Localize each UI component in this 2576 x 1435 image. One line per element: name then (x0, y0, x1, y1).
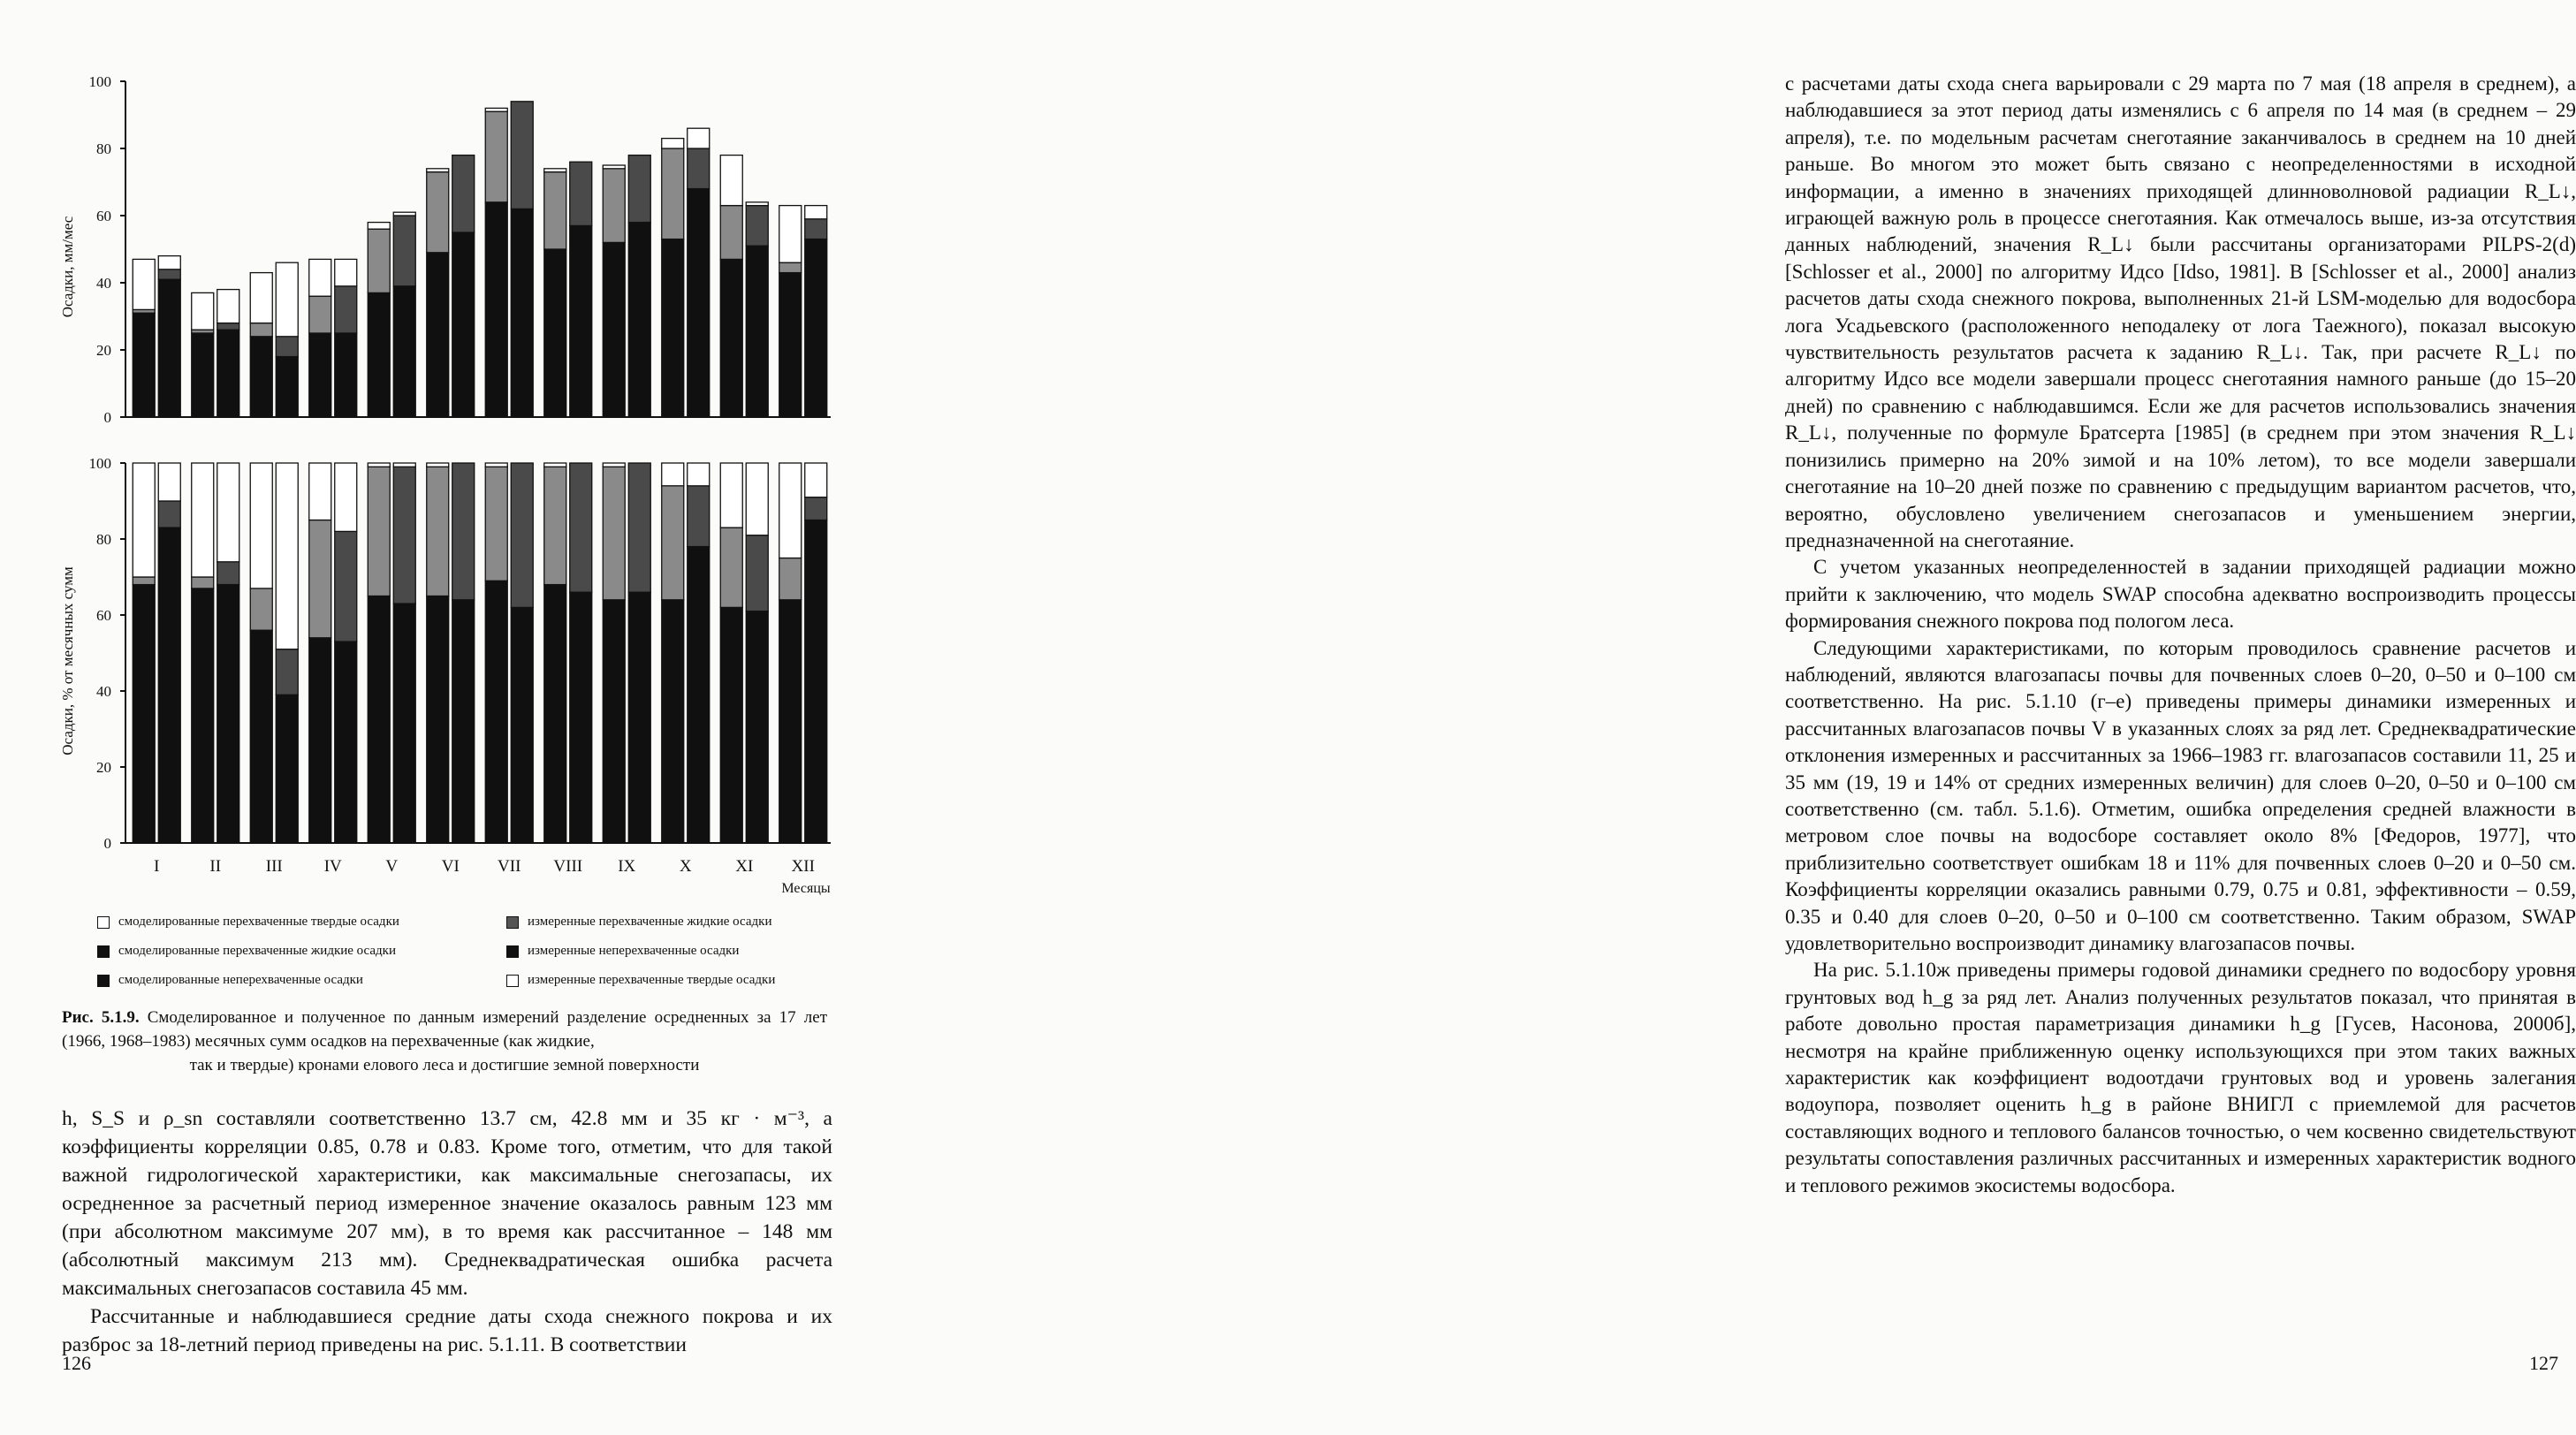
measured-bar-segment (688, 189, 710, 417)
measured-bar-segment (746, 202, 768, 206)
measured-bar-segment (746, 246, 768, 417)
modelled-bar-segment (250, 337, 272, 417)
legend-swatch-black (506, 945, 519, 958)
measured-bar-segment (628, 156, 650, 223)
chart-top-ylabel: Осадки, мм/мес (59, 216, 76, 318)
modelled-bar-segment (662, 600, 684, 843)
measured-bar-segment (158, 270, 180, 279)
modelled-bar-segment (368, 292, 390, 417)
modelled-bar-segment (368, 467, 390, 596)
modelled-bar-segment (544, 585, 566, 843)
legend-item (97, 944, 396, 959)
measured-bar-segment (511, 463, 533, 607)
measured-bar-segment (335, 642, 357, 843)
measured-bar-segment (158, 256, 180, 270)
measured-bar-segment (393, 286, 415, 417)
measured-bar-segment (511, 209, 533, 417)
modelled-bar-segment (779, 463, 802, 558)
modelled-bar-segment (720, 607, 742, 843)
measured-bar-segment (393, 463, 415, 467)
modelled-bar-segment (427, 253, 449, 417)
modelled-bar-segment (720, 528, 742, 607)
measured-bar-segment (746, 535, 768, 611)
legend-item (97, 915, 399, 930)
modelled-bar-segment (133, 577, 155, 585)
month-label: XI (735, 857, 754, 876)
y-tick-label: 0 (103, 409, 111, 426)
caption-label: Рис. 5.1.9. (62, 1008, 140, 1027)
measured-bar-segment (276, 262, 298, 337)
measured-bar-segment (158, 463, 180, 501)
paragraph: с расчетами даты схода снега варьировали с 29 марта по 7 мая (18 апреля в среднем), а наблюдавшиеся за этот период даты изменялись с 6 апреля по 14 мая (в среднем – 29 апреля), т.е. по модельным расчетам снеготаяние заканчивалось в среднем на 10 дней раньше. Во многом это может быть связано с неопределенностями в исходной информации, а именно в значениях приходящей длинноволновой радиации R_L↓, играющей важную роль в процессе снеготаяния. Как отмечалось выше, из-за отсутствия данных наблюдений, значения R_L↓ были рассчитаны организаторами PILPS-2(d) [Schlosser et al., 2000] по алгоритму Идсо [Idso, 1981]. В [Schlosser et al., 2000] анализ расчетов даты схода снежного покрова, выполненных 21-й LSM-моделью для водосбора лога Усадьевского (расположенного неподалеку от лога Таежного), показал высокую чувствительность результатов расчета к заданию R_L↓. Так, при расчете R_L↓ по алгоритму Идсо все модели завершали процесс снеготаяния намного раньше (до 15–20 дней) по сравнению с наблюдавшимся. Если же для расчетов использовались значения R_L↓, полученные по формуле Братсерта [1985] (в среднем при этом значения R_L↓ понизились примерно на 20% зимой и на 10% летом), то все модели завершали снеготаяние на 10–20 дней позже по сравнению с предыдущим вариантом расчетов, что, вероятно, обусловлено увеличением снегозапасов и уменьшением энергии, предназначенной на снеготаяние. (1785, 72, 2576, 551)
measured-bar-segment (570, 162, 592, 225)
measured-bar-segment (805, 520, 827, 844)
measured-bar-segment (805, 497, 827, 520)
modelled-bar-segment (662, 463, 684, 486)
measured-bar-segment (276, 649, 298, 695)
legend-swatch-white (506, 975, 519, 987)
measured-bar-segment (276, 357, 298, 417)
modelled-bar-segment (779, 206, 802, 263)
modelled-bar-segment (250, 323, 272, 337)
right-page (884, 0, 2576, 1435)
measured-bar-segment (688, 128, 710, 148)
measured-bar-segment (805, 219, 827, 239)
left-page (0, 0, 884, 1435)
modelled-bar-segment (485, 202, 507, 417)
modelled-bar-segment (603, 165, 625, 169)
measured-bar-segment (511, 102, 533, 209)
legend-label: смоделированные неперехваченные осадки (118, 973, 363, 987)
modelled-bar-segment (250, 463, 272, 588)
paragraph: h, S_S и ρ_sn составляли соответственно 13.7 см, 42.8 мм и 35 кг · м⁻³, а коэффициенты корреляции 0.85, 0.78 и 0.83. Кроме того, отметим, что для такой важной гидрологической характеристики, как максимальные снегозапасы, их осредненное за расчетный период измеренное значение оказалось равным 123 мм (при абсолютном максимуме 207 мм), в то время как рассчитанное – 148 мм (абсолютный максимум 213 мм). Среднеквадратическая ошибка расчета максимальных снегозапасов составила 45 мм. (62, 1107, 832, 1300)
measured-bar-segment (805, 239, 827, 417)
modelled-bar-segment (309, 333, 331, 417)
modelled-bar-segment (544, 249, 566, 417)
modelled-bar-segment (368, 223, 390, 230)
modelled-bar-segment (603, 242, 625, 417)
modelled-bar-segment (427, 467, 449, 596)
measured-bar-segment (452, 232, 475, 417)
legend-item (506, 973, 775, 988)
modelled-bar-segment (427, 463, 449, 467)
modelled-bar-segment (779, 600, 802, 843)
measured-bar-segment (217, 585, 239, 843)
month-label: XII (791, 857, 815, 876)
measured-bar-segment (158, 528, 180, 843)
modelled-bar-segment (720, 463, 742, 528)
modelled-bar-segment (192, 333, 214, 417)
legend-label: измеренные перехваченные твердые осадки (528, 973, 776, 987)
right-body-text (1785, 71, 2576, 1199)
measured-bar-segment (746, 463, 768, 535)
legend-label: измеренные неперехваченные осадки (528, 944, 740, 958)
measured-bar-segment (393, 604, 415, 843)
measured-bar-segment (158, 501, 180, 528)
measured-bar-segment (158, 279, 180, 417)
paragraph: На рис. 5.1.10ж приведены примеры годовой динамики среднего по водосбору уровня грунтовых вод h_g за ряд лет. Анализ полученных результатов показал, что принятая в работе довольно простая параметризация динамики h_g [Гусев, Насонова, 2000б], несмотря на крайне приближенную оценку использующихся при этом таких важных характеристик как коэффициент водоотдачи грунтовых вод и уровень залегания водоупора, позволяет оценить h_g в районе ВНИГЛ с приемлемой для расчетов составляющих водного и теплового балансов точностью, о чем косвенно свидетельствуют результаты сопоставления различных рассчитанных и измеренных характеристик водного и теплового режимов экосистемы водосбора. (1785, 959, 2576, 1196)
measured-bar-segment (276, 695, 298, 843)
modelled-bar-segment (662, 148, 684, 239)
y-tick-label: 20 (96, 759, 111, 776)
measured-bar-segment (570, 463, 592, 592)
modelled-bar-segment (603, 169, 625, 243)
measured-bar-segment (628, 592, 650, 843)
month-label: X (679, 857, 692, 876)
month-label: VI (441, 857, 460, 876)
modelled-bar-segment (720, 206, 742, 260)
modelled-bar-segment (309, 463, 331, 520)
legend-swatch-white (97, 916, 110, 929)
modelled-bar-segment (544, 172, 566, 249)
modelled-bar-segment (250, 588, 272, 630)
legend-item (97, 973, 363, 988)
modelled-bar-segment (309, 638, 331, 843)
modelled-bar-segment (662, 139, 684, 148)
measured-bar-segment (805, 206, 827, 219)
measured-bar-segment (393, 467, 415, 604)
modelled-bar-segment (309, 520, 331, 638)
measured-bar-segment (746, 611, 768, 843)
month-label: I (154, 857, 160, 876)
modelled-bar-segment (309, 296, 331, 333)
chart-top-mm (0, 0, 884, 442)
modelled-bar-segment (368, 229, 390, 292)
modelled-bar-segment (133, 585, 155, 843)
modelled-bar-segment (544, 463, 566, 467)
measured-bar-segment (393, 216, 415, 286)
measured-bar-segment (217, 323, 239, 330)
modelled-bar-segment (485, 581, 507, 843)
measured-bar-segment (452, 463, 475, 600)
modelled-bar-segment (662, 239, 684, 417)
modelled-bar-segment (192, 588, 214, 843)
modelled-bar-segment (133, 259, 155, 309)
measured-bar-segment (335, 333, 357, 417)
modelled-bar-segment (250, 630, 272, 843)
measured-bar-segment (688, 486, 710, 547)
measured-bar-segment (217, 463, 239, 562)
modelled-bar-segment (544, 169, 566, 172)
measured-bar-segment (570, 592, 592, 843)
modelled-bar-segment (192, 292, 214, 330)
modelled-bar-segment (250, 273, 272, 323)
measured-bar-segment (452, 156, 475, 232)
legend-label: смоделированные перехваченные жидкие осадки (118, 944, 396, 958)
month-label: IX (618, 857, 636, 876)
modelled-bar-segment (485, 467, 507, 581)
measured-bar-segment (688, 148, 710, 189)
month-label: VIII (553, 857, 583, 876)
legend-swatch-black (97, 975, 110, 987)
figure-caption (62, 1006, 827, 1077)
modelled-bar-segment (309, 259, 331, 296)
month-label: VII (498, 857, 521, 876)
page-number: 126 (62, 1352, 91, 1374)
y-tick-label: 60 (96, 607, 111, 624)
modelled-bar-segment (603, 463, 625, 467)
measured-bar-segment (217, 290, 239, 323)
measured-bar-segment (805, 463, 827, 497)
measured-bar-segment (452, 600, 475, 843)
month-label: III (265, 857, 283, 876)
caption-last-line: так и твердые) кронами елового леса и достигшие земной поверхности (189, 1056, 700, 1074)
measured-bar-segment (688, 547, 710, 843)
modelled-bar-segment (779, 558, 802, 600)
measured-bar-segment (628, 223, 650, 417)
chart-bottom-xlabel: Месяцы (781, 881, 831, 896)
modelled-bar-segment (133, 463, 155, 577)
paragraph: Рассчитанные и наблюдавшиеся средние даты схода снежного покрова и их разброс за 18-летний период приведены на рис. 5.1.11. В соответствии (62, 1305, 832, 1356)
modelled-bar-segment (192, 463, 214, 577)
measured-bar-segment (511, 607, 533, 843)
modelled-bar-segment (368, 463, 390, 467)
legend-swatch-gray (506, 916, 519, 929)
y-tick-label: 20 (96, 342, 111, 359)
legend-swatch-black (97, 945, 110, 958)
caption-text: Смоделированное и полученное по данным измерений разделение осредненных за 17 лет (1966, 1968–1983) месячных сумм осадков на перехваченные (как жидкие, (62, 1008, 828, 1051)
left-body-text (62, 1105, 832, 1359)
y-tick-label: 40 (96, 683, 111, 700)
modelled-bar-segment (662, 486, 684, 600)
modelled-bar-segment (485, 108, 507, 111)
measured-bar-segment (570, 225, 592, 417)
y-tick-label: 80 (96, 531, 111, 548)
modelled-bar-segment (720, 156, 742, 206)
legend-item (506, 944, 739, 959)
measured-bar-segment (276, 463, 298, 649)
month-label: V (385, 857, 399, 876)
measured-bar-segment (393, 212, 415, 216)
measured-bar-segment (688, 463, 710, 486)
y-tick-label: 100 (88, 73, 111, 90)
legend-item (506, 915, 771, 930)
modelled-bar-segment (133, 313, 155, 417)
measured-bar-segment (335, 286, 357, 333)
modelled-bar-segment (485, 111, 507, 202)
measured-bar-segment (746, 206, 768, 247)
modelled-bar-segment (427, 169, 449, 172)
measured-bar-segment (335, 531, 357, 642)
modelled-bar-segment (192, 577, 214, 588)
measured-bar-segment (217, 330, 239, 417)
measured-bar-segment (335, 463, 357, 531)
modelled-bar-segment (368, 596, 390, 844)
y-tick-label: 100 (88, 455, 111, 472)
paragraph: Следующими характеристиками, по которым проводилось сравнение расчетов и наблюдений, являются влагозапасы почвы для почвенных слоев 0–20, 0–50 и 0–100 см соответственно. На рис. 5.1.10 (г–е) приведены примеры динамики измеренных и рассчитанных влагозапасов почвы V в указанных слоях за ряд лет. Среднеквадратические отклонения измеренных и рассчитанных за 1966–1983 гг. влагозапасов составили 11, 25 и 35 мм (19, 19 и 14% от средних измеренных величин) для слоев 0–20, 0–50 и 0–100 см соответственно (см. табл. 5.1.6). Отметим, ошибка определения средней влажности в метровом слое почвы на водосборе составляет около 8% [Федоров, 1977], что приблизительно соответствует ошибкам 18 и 11% для почвенных слоев 0–20 и 0–50 см. Коэффициенты корреляции оказались равными 0.79, 0.75 и 0.81, эффективности – 0.59, 0.35 и 0.40 для слоев 0–20, 0–50 и 0–100 см соответственно. Таким образом, SWAP удовлетворительно воспроизводит динамику влагозапасов почвы. (1785, 636, 2576, 954)
legend-label: измеренные перехваченные жидкие осадки (528, 915, 772, 929)
paragraph: С учетом указанных неопределенностей в задании приходящей радиации можно прийти к заключению, что модель SWAP способна адекватно воспроизводить процессы формирования снежного покрова под пологом леса. (1785, 556, 2576, 633)
measured-bar-segment (217, 562, 239, 585)
measured-bar-segment (335, 259, 357, 285)
month-label: IV (323, 857, 342, 876)
chart-bottom-ylabel: Осадки, % от месячных сумм (59, 566, 76, 755)
measured-bar-segment (628, 463, 650, 592)
month-label: II (209, 857, 222, 876)
modelled-bar-segment (720, 259, 742, 417)
modelled-bar-segment (485, 463, 507, 467)
page-number: 127 (2529, 1352, 2558, 1374)
modelled-bar-segment (544, 467, 566, 584)
modelled-bar-segment (427, 596, 449, 844)
y-tick-label: 60 (96, 208, 111, 224)
modelled-bar-segment (779, 273, 802, 417)
y-tick-label: 40 (96, 275, 111, 292)
modelled-bar-segment (427, 172, 449, 253)
modelled-bar-segment (603, 467, 625, 600)
modelled-bar-segment (779, 262, 802, 272)
legend-label: смоделированные перехваченные твердые осадки (118, 915, 399, 929)
modelled-bar-segment (603, 600, 625, 843)
measured-bar-segment (276, 337, 298, 357)
y-tick-label: 80 (96, 140, 111, 157)
y-tick-label: 0 (103, 835, 111, 852)
